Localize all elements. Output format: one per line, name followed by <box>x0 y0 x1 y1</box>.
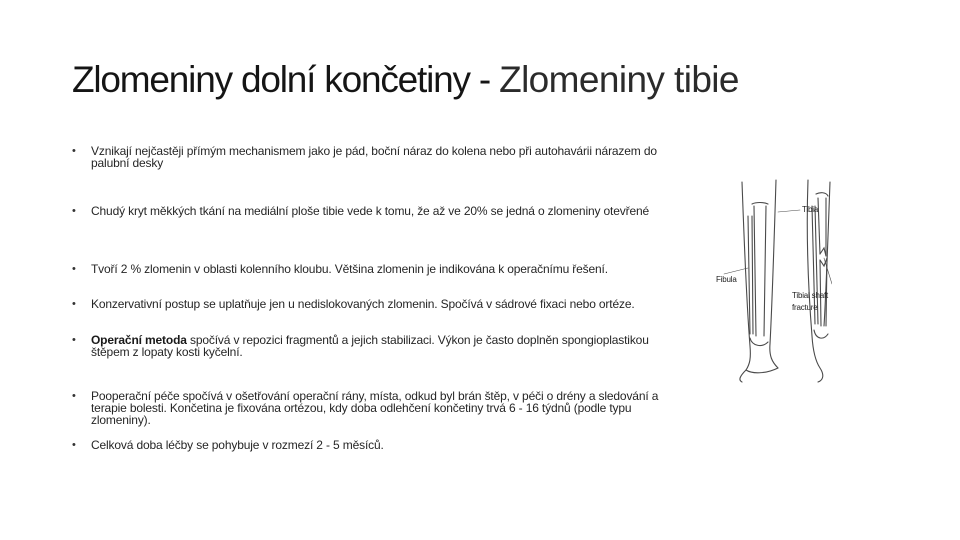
bullet-dot-icon: • <box>72 205 76 217</box>
bullet-emphasis: Operační metoda <box>91 333 187 347</box>
bullet-dot-icon: • <box>72 390 76 402</box>
label-fracture-line1: Tibial shaft <box>792 291 828 300</box>
bullet-item <box>72 298 687 310</box>
tibia-fracture-illustration <box>712 176 832 384</box>
bullet-text: Vznikají nejčastěji přímým mechanismem jako je pád, boční náraz do kolena nebo při autohavárii nárazem do palubní desky <box>91 144 657 170</box>
bullet-text: Tvoří 2 % zlomenin v oblasti kolenního kloubu. Většina zlomenin je indikována k operačnímu řešení. <box>91 262 608 276</box>
bullet-text: spočívá v repozici fragmentů a jejich stabilizaci. Výkon je často doplněn spongioplastikou štěpem z lopaty kosti kyčelní. <box>91 333 649 359</box>
bullet-dot-icon: • <box>72 334 76 346</box>
label-fibula: Fibula <box>716 275 737 284</box>
bullet-item <box>72 145 687 169</box>
title-subtitle: Zlomeniny tibie <box>499 59 739 100</box>
bullet-item <box>72 439 687 451</box>
bullet-dot-icon: • <box>72 298 76 310</box>
bullet-item <box>72 390 687 426</box>
bullet-item <box>72 205 687 217</box>
bullet-text: Pooperační péče spočívá v ošetřování operační rány, místa, odkud byl brán štěp, v péči o drény a sledování a terapie bolesti. Končetina je fixována ortézou, kdy doba odlehčení končetiny trvá 6 - 16 týdnů (podle typu zlomeniny). <box>91 389 659 427</box>
bullet-dot-icon: • <box>72 263 76 275</box>
slide-title <box>72 56 892 106</box>
bullet-item <box>72 334 687 358</box>
title-main: Zlomeniny dolní končetiny - <box>72 59 500 100</box>
bullet-item <box>72 263 687 275</box>
bullet-dot-icon: • <box>72 145 76 157</box>
label-fracture-line2: fracture <box>792 303 818 312</box>
bullet-text: Konzervativní postup se uplatňuje jen u nedislokovaných zlomenin. Spočívá v sádrové fixaci nebo ortéze. <box>91 297 635 311</box>
bullet-dot-icon: • <box>72 439 76 451</box>
bullet-text: Chudý kryt měkkých tkání na mediální ploše tibie vede k tomu, že až ve 20% se jedná o zlomeniny otevřené <box>91 204 650 218</box>
bullet-text: Celková doba léčby se pohybuje v rozmezí 2 - 5 měsíců. <box>91 438 384 452</box>
label-tibia: Tibia <box>802 205 819 214</box>
